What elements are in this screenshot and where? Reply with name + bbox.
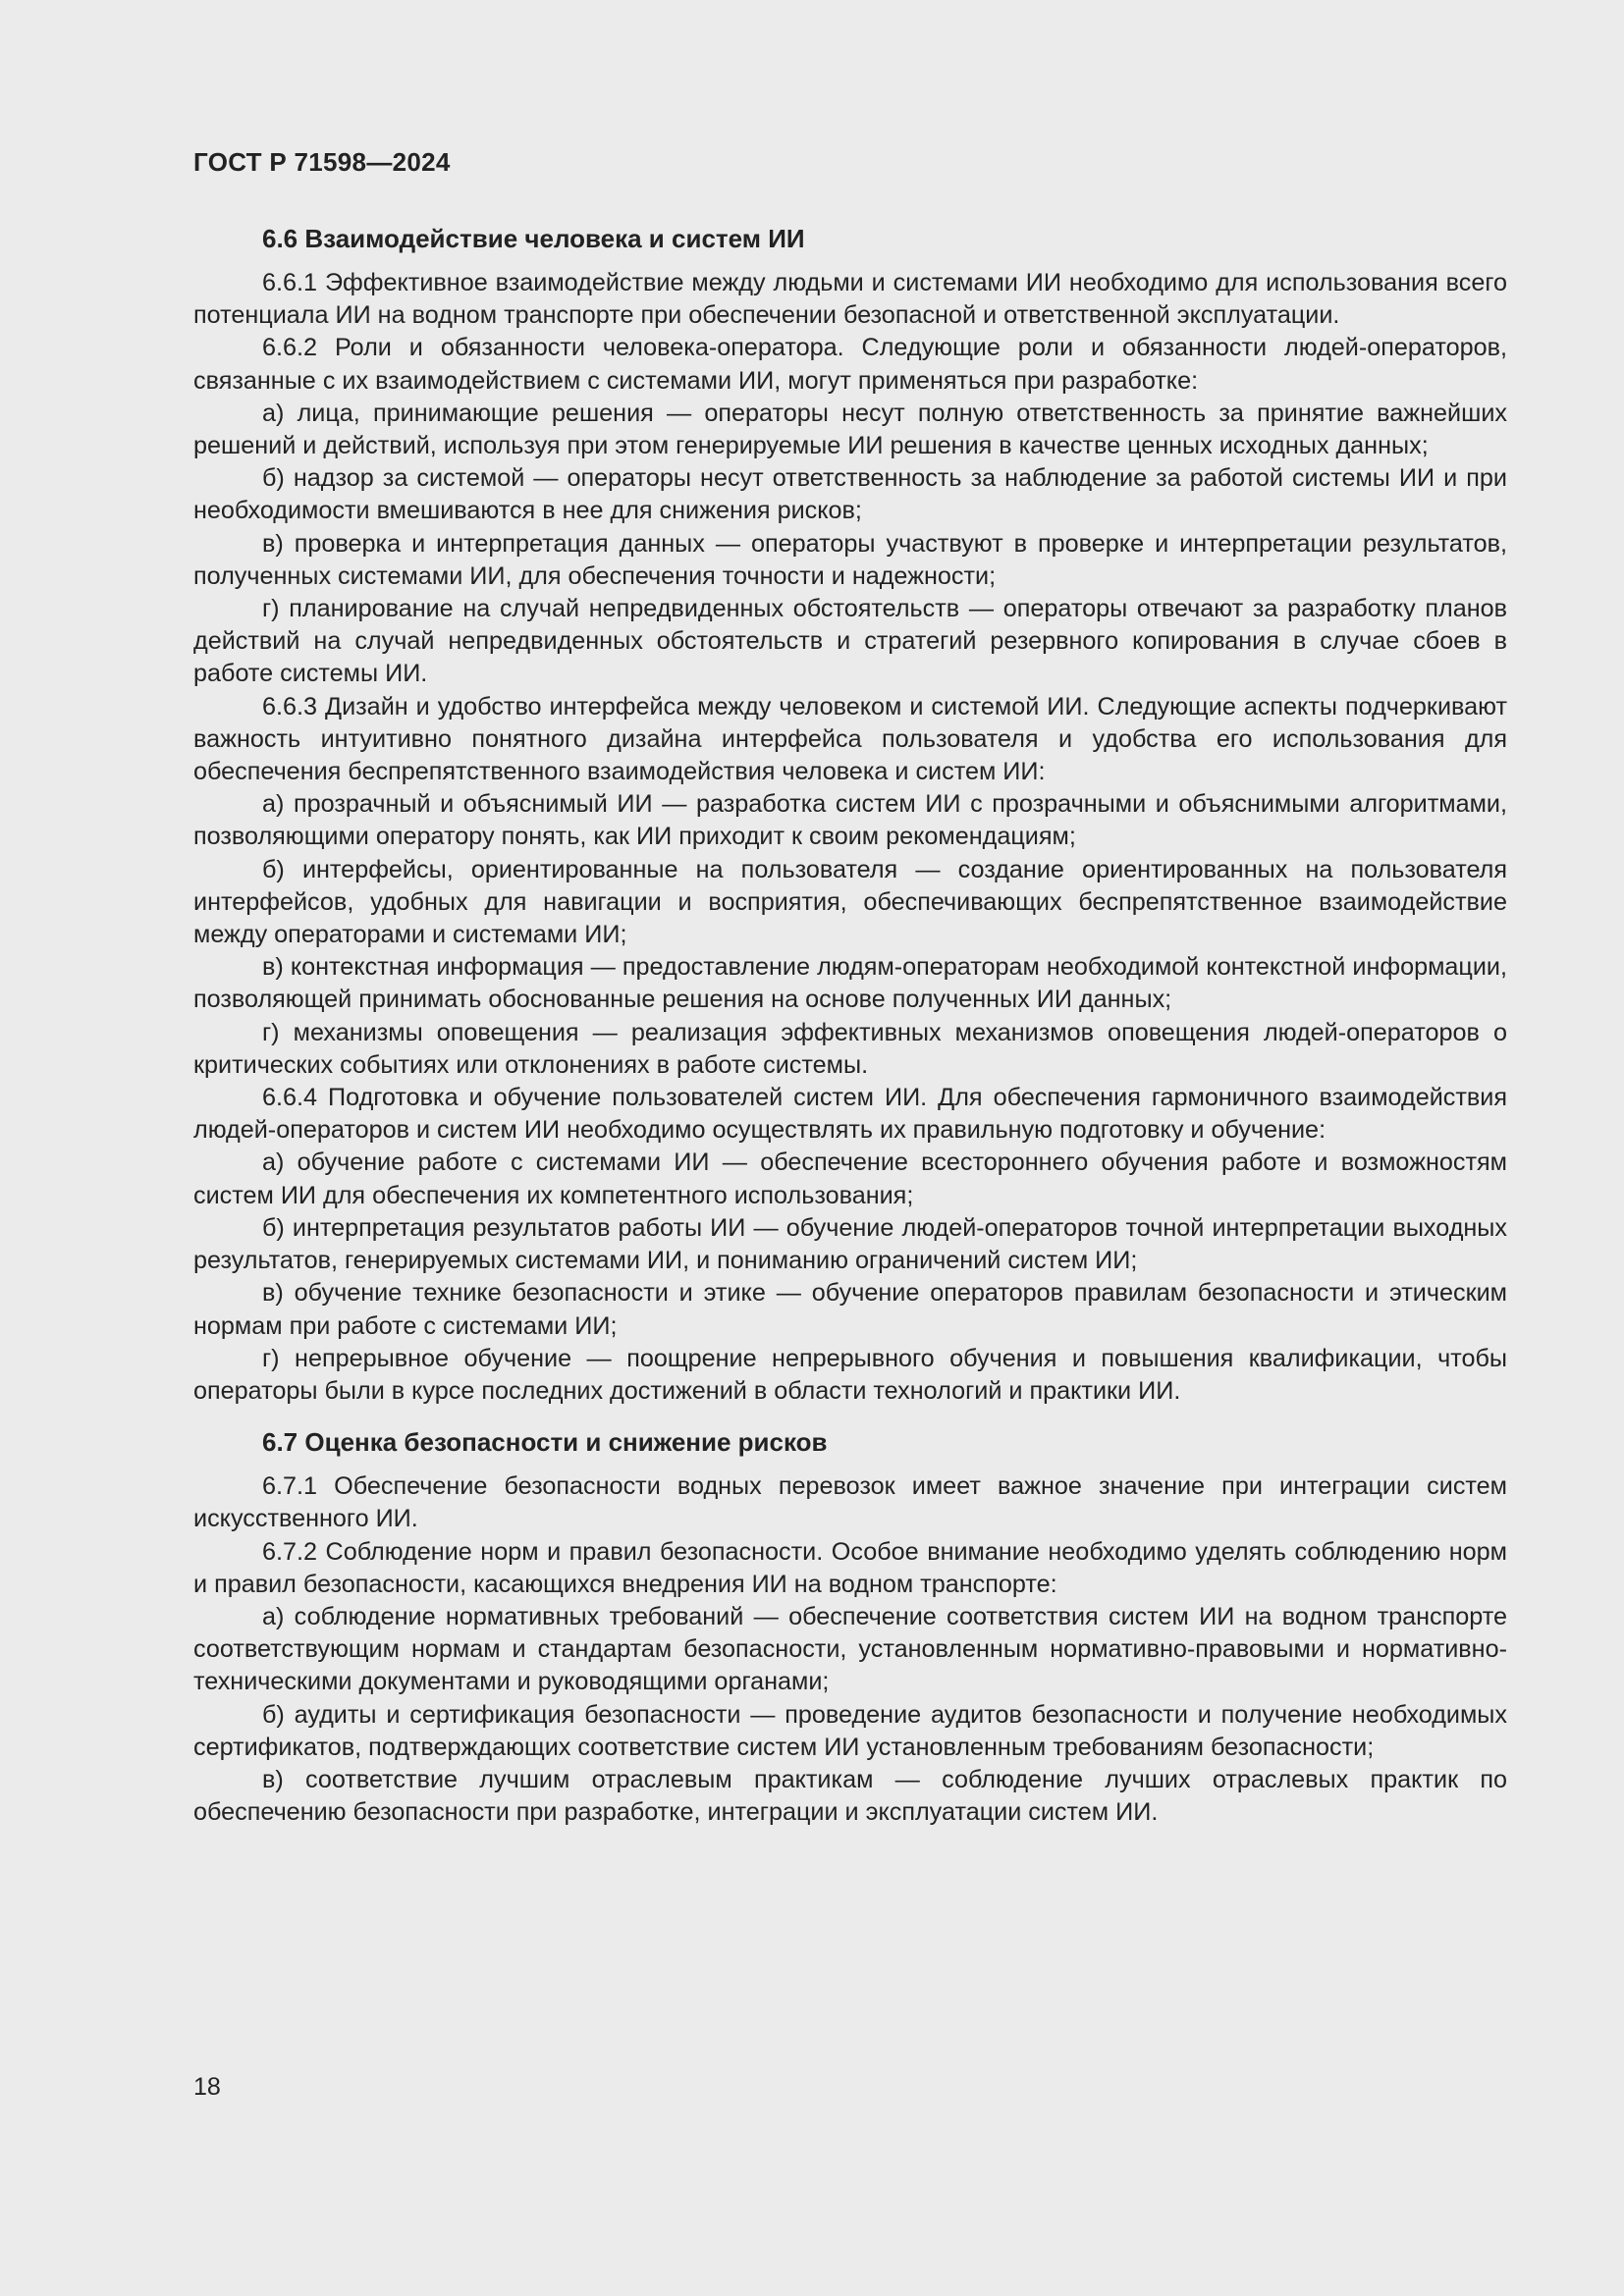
list-item: б) интерпретация результатов работы ИИ — обучение людей-операторов точной интерпретации выходных результатов, генерируемых системами ИИ, и пониманию ограничений систем ИИ;	[193, 1213, 1507, 1275]
list-item: г) непрерывное обучение — поощрение непрерывного обучения и повышения квалификации, чтобы операторы были в курсе последних достижений в области технологий и практики ИИ.	[193, 1344, 1507, 1405]
list-item: б) интерфейсы, ориентированные на пользователя — создание ориентированных на пользователя интерфейсов, удобных для навигации и восприятия, обеспечивающих беспрепятственное взаимодействие между операторами и системами ИИ;	[193, 855, 1507, 949]
document-body	[193, 222, 1507, 1829]
list-item: а) прозрачный и объяснимый ИИ — разработка систем ИИ с прозрачными и объяснимыми алгоритмами, позволяющими оператору понять, как ИИ приходит к своим рекомендациям;	[193, 790, 1507, 851]
page-number: 18	[193, 2073, 221, 2101]
list-item: а) обучение работе с системами ИИ — обеспечение всестороннего обучения работе и возможностям систем ИИ для обеспечения их компетентного использования;	[193, 1148, 1507, 1209]
section-heading-6-7: 6.7 Оценка безопасности и снижение рисков	[262, 1427, 828, 1458]
list-item: г) планирование на случай непредвиденных обстоятельств — операторы отвечают за разработку планов действий на случай непредвиденных обстоятельств и стратегий резервного копирования в случае сбоев в работе системы ИИ.	[193, 595, 1507, 688]
paragraph: 6.6.4 Подготовка и обучение пользователей систем ИИ. Для обеспечения гармоничного взаимодействия людей-операторов и систем ИИ необходимо осуществлять их правильную подготовку и обучение:	[193, 1084, 1507, 1145]
list-item: в) проверка и интерпретация данных — операторы участвуют в проверке и интерпретации результатов, полученных системами ИИ, для обеспечения точности и надежности;	[193, 529, 1507, 590]
list-item: г) механизмы оповещения — реализация эффективных механизмов оповещения людей-операторов о критических событиях или отклонениях в работе системы.	[193, 1018, 1507, 1079]
paragraph: 6.6.2 Роли и обязанности человека-оператора. Следующие роли и обязанности людей-операторов, связанные с их взаимодействием с системами ИИ, могут применяться при разработке:	[193, 334, 1507, 395]
list-item: а) лица, принимающие решения — операторы несут полную ответственность за принятие важнейших решений и действий, используя при этом генерируемые ИИ решения в качестве ценных исходных данных;	[193, 399, 1507, 460]
list-item: в) контекстная информация — предоставление людям-операторам необходимой контекстной информации, позволяющей принимать обоснованные решения на основе полученных ИИ данных;	[193, 953, 1507, 1014]
section-heading-6-6: 6.6 Взаимодействие человека и систем ИИ	[262, 224, 805, 253]
document-id-header: ГОСТ Р 71598—2024	[193, 147, 451, 177]
paragraph: 6.7.1 Обеспечение безопасности водных перевозок имеет важное значение при интеграции систем искусственного ИИ.	[193, 1472, 1507, 1533]
list-item: в) обучение технике безопасности и этике — обучение операторов правилам безопасности и этическим нормам при работе с системами ИИ;	[193, 1279, 1507, 1340]
list-item: в) соответствие лучшим отраслевым практикам — соблюдение лучших отраслевых практик по обеспечению безопасности при разработке, интеграции и эксплуатации систем ИИ.	[193, 1765, 1507, 1827]
paragraph: 6.7.2 Соблюдение норм и правил безопасности. Особое внимание необходимо уделять соблюдению норм и правил безопасности, касающихся внедрения ИИ на водном транспорте:	[193, 1537, 1507, 1598]
list-item: а) соблюдение нормативных требований — обеспечение соответствия систем ИИ на водном транспорте соответствующим нормам и стандартам безопасности, установленным нормативно-правовыми и нормативно-техническими документами и руководящими органами;	[193, 1602, 1507, 1696]
list-item: б) аудиты и сертификация безопасности — проведение аудитов безопасности и получение необходимых сертификатов, подтверждающих соответствие систем ИИ установленным требованиям безопасности;	[193, 1700, 1507, 1761]
paragraph: 6.6.1 Эффективное взаимодействие между людьми и системами ИИ необходимо для использования всего потенциала ИИ на водном транспорте при обеспечении безопасной и ответственной эксплуатации.	[193, 269, 1507, 330]
list-item: б) надзор за системой — операторы несут ответственность за наблюдение за работой системы ИИ и при необходимости вмешиваются в нее для снижения рисков;	[193, 464, 1507, 525]
paragraph: 6.6.3 Дизайн и удобство интерфейса между человеком и системой ИИ. Следующие аспекты подчеркивают важность интуитивно понятного дизайна интерфейса пользователя и удобства его использования для обеспечения беспрепятственного взаимодействия человека и систем ИИ:	[193, 692, 1507, 786]
